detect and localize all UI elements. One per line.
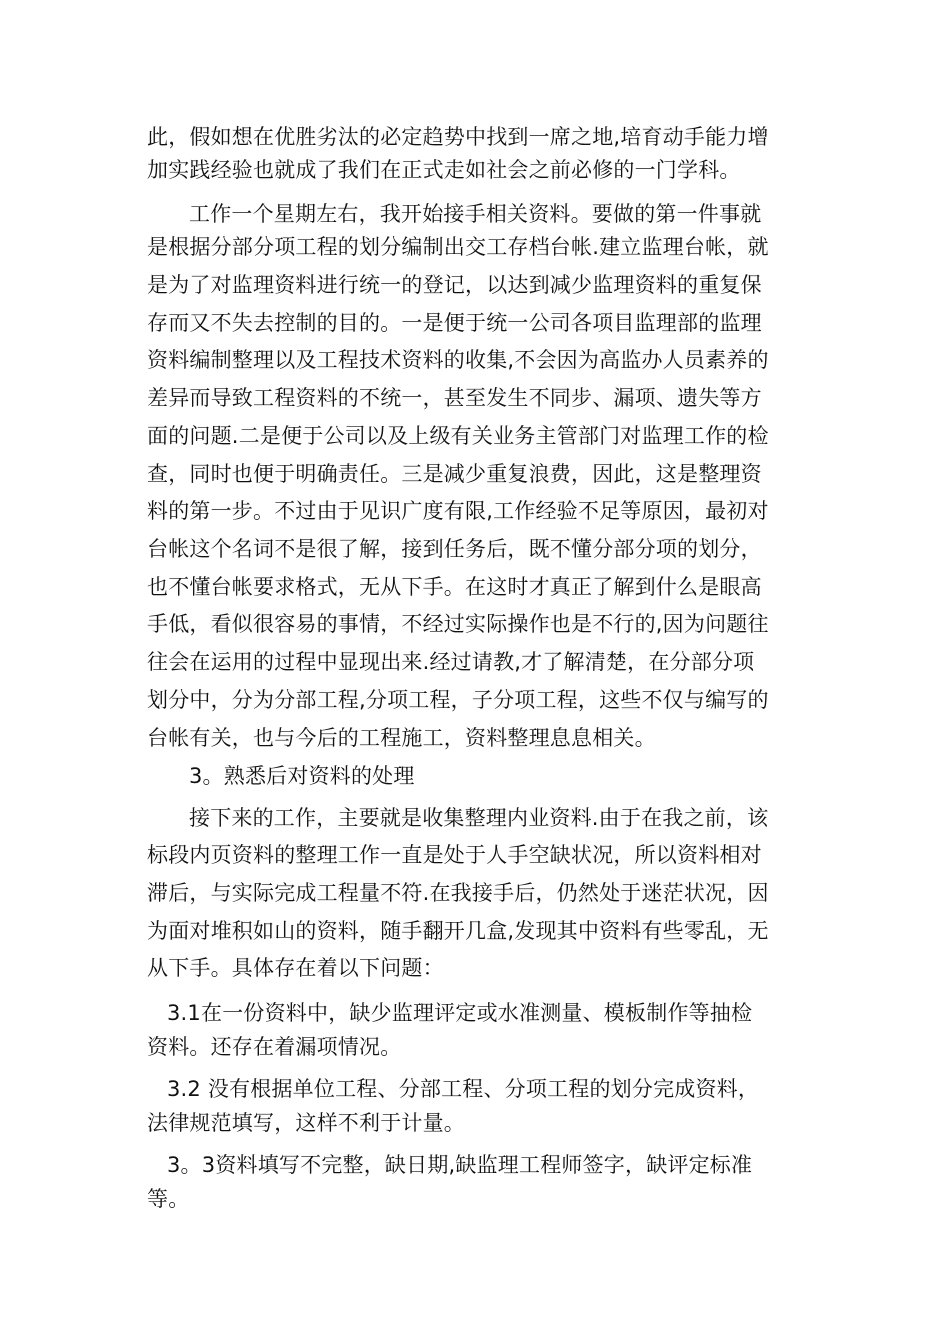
- text-line: 法律规范填写，这样不利于计量。: [147, 1111, 465, 1135]
- text-line: 台帐这个名词不是很了解，接到任务后，既不懂分部分项的划分，: [147, 537, 762, 561]
- text-line: 往会在运用的过程中显现出来.经过请教,才了解清楚，在分部分项: [147, 650, 755, 674]
- text-line: 从下手。具体存在着以下问题：: [147, 956, 444, 980]
- paragraph-line: 工作一个星期左右，我开始接手相关资料。要做的第一件事就: [189, 202, 762, 226]
- section-heading: 3。熟悉后对资料的处理: [189, 764, 415, 788]
- text-line: 标段内页资料的整理工作一直是处于人手空缺状况，所以资料相对: [147, 843, 762, 867]
- text-line: 是为了对监理资料进行统一的登记，以达到减少监理资料的重复保: [147, 273, 762, 297]
- text-line: 划分中，分为分部工程,分项工程，子分项工程，这些不仅与编写的: [147, 688, 769, 712]
- list-item-line: 3。3资料填写不完整，缺日期,缺监理工程师签字，缺评定标准: [167, 1153, 753, 1177]
- text-line: 滞后，与实际完成工程量不符.在我接手后，仍然处于迷茫状况，因: [147, 881, 769, 905]
- list-item-line: 3.2 没有根据单位工程、分部工程、分项工程的划分完成资料，: [167, 1077, 760, 1101]
- text-line: 加实践经验也就成了我们在正式走如社会之前必修的一门学科。: [147, 158, 741, 182]
- text-line: 此，假如想在优胜劣汰的必定趋势中找到一席之地,培育动手能力增: [147, 125, 769, 149]
- text-line: 是根据分部分项工程的划分编制出交工存档台帐.建立监理台帐，就: [147, 235, 769, 259]
- text-line: 也不懂台帐要求格式，无从下手。在这时才真正了解到什么是眼高: [147, 575, 762, 599]
- list-item-line: 3.1在一份资料中，缺少监理评定或水准测量、模板制作等抽检: [167, 1001, 753, 1025]
- text-line: 台帐有关，也与今后的工程施工，资料整理息息相关。: [147, 726, 656, 750]
- text-line: 面的问题.二是便于公司以及上级有关业务主管部门对监理工作的检: [147, 424, 769, 448]
- text-line: 差异而导致工程资料的不统一，甚至发生不同步、漏项、遗失等方: [147, 386, 762, 410]
- paragraph-line: 接下来的工作，主要就是收集整理内业资料.由于在我之前，该: [189, 806, 769, 830]
- text-line: 存而又不失去控制的目的。一是便于统一公司各项目监理部的监理: [147, 311, 762, 335]
- text-line: 为面对堆积如山的资料，随手翻开几盒,发现其中资料有些零乱，无: [147, 919, 769, 943]
- text-line: 等。: [147, 1187, 190, 1211]
- text-line: 资料编制整理以及工程技术资料的收集,不会因为高监办人员素养的: [147, 348, 769, 372]
- text-line: 手低，看似很容易的事情，不经过实际操作也是不行的,因为问题往: [147, 612, 769, 636]
- text-line: 查，同时也便于明确责任。三是减少重复浪费，因此，这是整理资: [147, 462, 762, 486]
- text-line: 料的第一步。不过由于见识广度有限,工作经验不足等原因，最初对: [147, 499, 769, 523]
- text-line: 资料。还存在着漏项情况。: [147, 1035, 402, 1059]
